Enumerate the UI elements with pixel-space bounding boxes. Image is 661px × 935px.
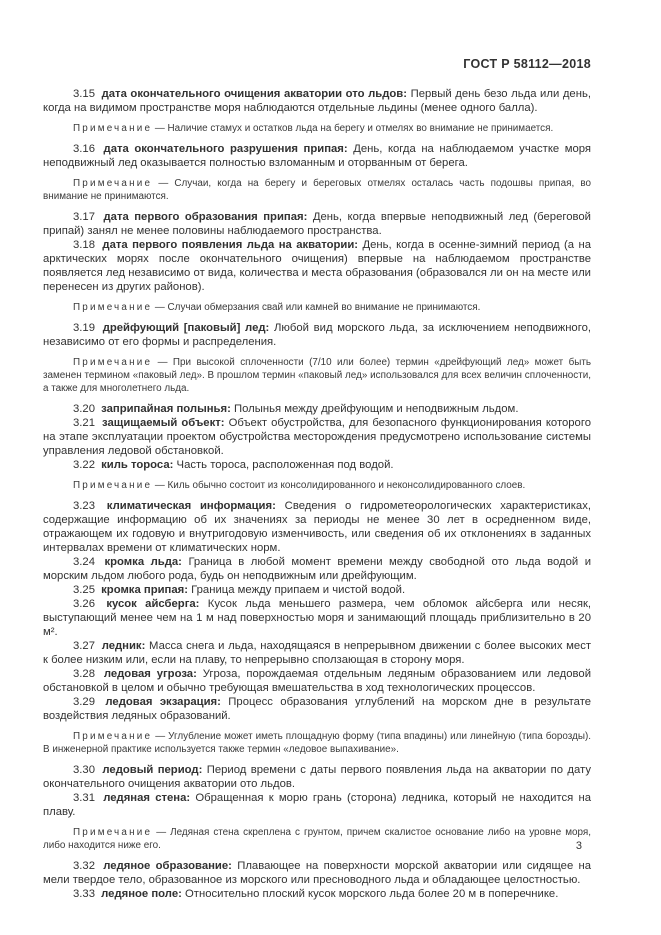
term-definition [43,210,591,238]
note-text: Наличие стамух и остатков льда на берегу и отмелях во внимание не принимается. [167,123,554,134]
term-label: дрейфующий [паковый] лед: [102,322,270,334]
term-text: Плавающее на поверхности морской акватории или сидящее на мели твердое тело, образованное из морского или пресноводного льда и обладающее целостностью. [43,860,592,886]
term-number: 3.28 [73,668,95,680]
term-definition [43,555,591,583]
term-text: Первый день безо льда или день, когда на видимом пространстве моря наблюдаются отдельные льдины (менее одного балла). [43,88,591,114]
note-paragraph [43,301,591,314]
term-number: 3.27 [73,640,95,652]
note-label: Примечание [73,731,153,742]
term-number: 3.25 [73,584,95,596]
term-label: кусок айсберга: [106,598,200,610]
term-text: Любой вид морского льда, за исключением неподвижного, независимо от его формы и распределения. [43,322,592,348]
term-text: Период времени с даты первого появления льда на акватории по дату окончательного очищения акватории ото льдов. [43,764,591,790]
term-number: 3.32 [73,860,95,872]
term-definition [43,238,591,294]
term-definition [43,142,591,170]
term-label: ледяное поле: [101,888,182,900]
term-number: 3.22 [73,459,95,471]
note-label: Примечание [73,480,153,491]
note-dash: — [154,480,165,491]
note-dash: — [155,731,166,742]
term-number: 3.19 [73,322,95,334]
term-number: 3.15 [73,88,95,100]
term-label: дата окончательного очищения акватории ото льдов: [101,88,407,100]
term-number: 3.20 [73,403,95,415]
note-text: При высокой сплоченности (7/10 или более) термин «дрейфующий лед» может быть заменен термином «паковый лед». В прошлом термин «паковый лед» использовался для всех величин сплоченности, а также для многолетнего льда. [43,357,591,394]
note-label: Примечание [73,357,153,368]
term-definition [43,887,591,901]
term-definition [43,321,591,349]
note-text: Случаи, когда на берегу и береговых отмелях осталась часть подошвы припая, во внимание не принимаются. [43,178,591,202]
term-label: кромка льда: [104,556,182,568]
term-definition [43,87,591,115]
note-label: Примечание [73,302,153,313]
note-dash: — [154,302,165,313]
term-text: Граница между припаем и чистой водой. [191,584,406,596]
term-text: Сведения о гидрометеорологических характеристиках, содержащие информацию об их значениях за периоды не менее 30 лет в осредненном виде, отражающем их годовую и внутригодовую изменчивость, или сведения об их отклонениях в заданных интервалах времени от климатических норм. [43,500,592,554]
note-label: Примечание [73,123,153,134]
term-text: Кусок льда меньшего размера, чем обломок айсберга или несяк, выступающий менее чем на 1 м над поверхностью моря и занимающий площадь приблизительно в 20 м². [43,598,592,638]
term-number: 3.24 [73,556,95,568]
term-definition [43,791,591,819]
term-label: ледовый период: [102,764,203,776]
term-text: Относительно плоский кусок морского льда более 20 м в поперечнике. [185,888,559,900]
term-label: ледник: [101,640,146,652]
term-label: кромка припая: [101,584,189,596]
term-text: Масса снега и льда, находящаяся в непрерывном движении с более высоких мест к более низким или, если на плаву, то непрерывно сползающая в сторону моря. [43,640,592,666]
term-number: 3.30 [73,764,95,776]
term-definition [43,583,591,597]
note-label: Примечание [73,827,153,838]
note-text: Случаи обмерзания свай или камней во внимание не принимаются. [167,302,481,313]
term-definition [43,763,591,791]
term-label: дата первого образования припая: [103,211,308,223]
term-text: День, когда впервые неподвижный лед (береговой припай) занял не менее половины наблюдаемого пространства. [43,211,591,237]
note-label: Примечание [73,178,153,189]
term-text: Часть тороса, расположенная под водой. [176,459,394,471]
note-dash: — [158,178,169,189]
term-label: дата первого появления льда на акватории: [102,239,359,251]
term-definition [43,416,591,458]
term-label: ледовая угроза: [103,668,197,680]
note-paragraph [43,122,591,135]
page-number: 3 [575,840,582,852]
note-text: Углубление может иметь площадную форму (типа впадины) или линейную (типа борозды). В инженерной практике используется также термин «ледовое выпахивание». [43,731,591,755]
term-label: ледовая экзарация: [105,696,221,708]
term-number: 3.33 [73,888,95,900]
note-text: Ледяная стена скреплена с грунтом, причем скалистое основание либо на уровне моря, либо находится ниже его. [43,827,591,851]
term-definition [43,695,591,723]
term-number: 3.26 [73,598,95,610]
term-number: 3.29 [73,696,95,708]
term-definition [43,458,591,472]
term-number: 3.31 [73,792,95,804]
term-definition [43,597,591,639]
note-paragraph [43,177,591,203]
term-number: 3.23 [73,500,95,512]
running-header: ГОСТ Р 58112—2018 [463,57,591,71]
term-text: Процесс образования углублений на морском дне в результате воздействия ледяных образований. [43,696,592,722]
note-dash: — [156,827,167,838]
term-text: День, когда на наблюдаемом участке моря неподвижный лед оказывается полностью взломанным и оторванным от берега. [43,143,592,169]
note-paragraph [43,479,591,492]
term-label: ледяная стена: [103,792,191,804]
term-label: ледяное образование: [103,860,232,872]
note-dash: — [157,357,168,368]
term-text: Полынья между дрейфующим и неподвижным льдом. [233,403,519,415]
term-text: Угроза, порождаемая отдельным ледяным образованием или ледовой обстановкой в целом и обычно требующая вмешательства в ход технологических процессов. [43,668,592,694]
note-paragraph [43,356,591,395]
term-label: киль тороса: [101,459,174,471]
term-definition [43,639,591,667]
term-label: климатическая информация: [106,500,276,512]
term-number: 3.18 [73,239,95,251]
term-definition [43,667,591,695]
term-label: заприпайная полынья: [101,403,231,415]
term-text: Объект обустройства, для безопасного функционирования которого на этапе эксплуатации проектом обустройства месторождения предусмотрено использование системы управления ледовой обстановкой. [43,417,591,457]
term-number: 3.16 [73,143,95,155]
term-label: дата окончательного разрушения припая: [103,143,348,155]
term-text: День, когда в осенне-зимний период (а на арктических морях после окончательного очищения) впервые на наблюдаемом пространстве появляется лед независимо от вида, количества и места образования (образовался ли он на месте или перенесен из других районов). [43,239,592,293]
term-number: 3.17 [73,211,95,223]
note-text: Киль обычно состоит из консолидированного и неконсолидированного слоев. [167,480,526,491]
term-number: 3.21 [73,417,95,429]
term-definition [43,859,591,887]
term-definition [43,402,591,416]
term-definition [43,499,591,555]
term-text: Граница в любой момент времени между свободной ото льда водой и морским льдом любого рода, будь он неподвижным или дрейфующим. [43,556,592,582]
term-text: Обращенная к морю грань (сторона) ледника, который не находится на плаву. [43,792,591,818]
note-dash: — [154,123,165,134]
term-label: защищаемый объект: [102,417,225,429]
note-paragraph [43,730,591,756]
document-body [43,87,591,901]
